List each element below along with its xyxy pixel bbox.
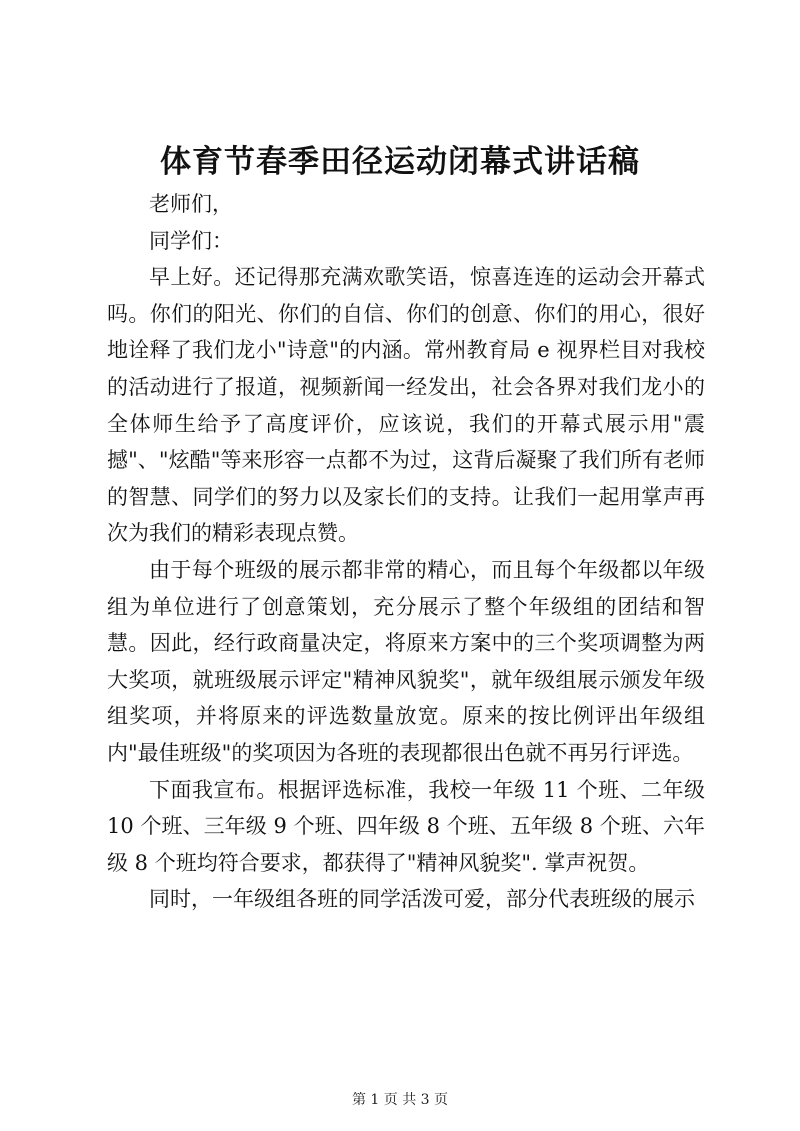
paragraph-award-adjustment: 由于每个班级的展示都非常的精心，而且每个年级都以年级组为单位进行了创意策划，充分展示了整个年级组的团结和智慧。因此，经行政商量决定，将原来方案中的三个奖项调整为两大奖项，就班级展示评定"精神风貌奖"，就年级组展示颁发年级组奖项，并将原来的评选数量放宽。原来的按比例评出年级组内"最佳班级"的奖项因为各班的表现都很出色就不再另行评选。 — [107, 557, 705, 765]
page-number-footer: 第 1 页 共 3 页 — [351, 1092, 449, 1108]
salutation-students: 同学们： — [149, 228, 233, 253]
document-body — [107, 186, 705, 918]
paragraph-grade-one: 同时，一年级组各班的同学活泼可爱，部分代表班级的展示 — [149, 887, 695, 912]
paragraph-announcement: 下面我宣布。根据评选标准，我校一年级 11 个班、二年级 10 个班、三年级 9 个班、四年级 8 个班、五年级 8 个班、六年级 8 个班均符合要求，都获得了"精神风貌奖". 掌声祝贺。 — [107, 777, 705, 875]
document-title: 体育节春季田径运动闭幕式讲话稿 — [160, 144, 640, 180]
paragraph-opening: 早上好。还记得那充满欢歌笑语，惊喜连连的运动会开幕式吗。你们的阳光、你们的自信、你们的创意、你们的用心，很好地诠释了我们龙小"诗意"的内涵。常州教育局 e 视界栏目对我校的活动进行了报道，视频新闻一经发出，社会各界对我们龙小的全体师生给予了高度评价，应该说，我们的开幕式展示用"震撼"、"炫酷"等来形容一点都不为过，这背后凝聚了我们所有老师的智慧、同学们的努力以及家长们的支持。让我们一起用掌声再次为我们的精彩表现点赞。 — [107, 265, 705, 546]
salutation-teachers: 老师们， — [149, 192, 233, 216]
